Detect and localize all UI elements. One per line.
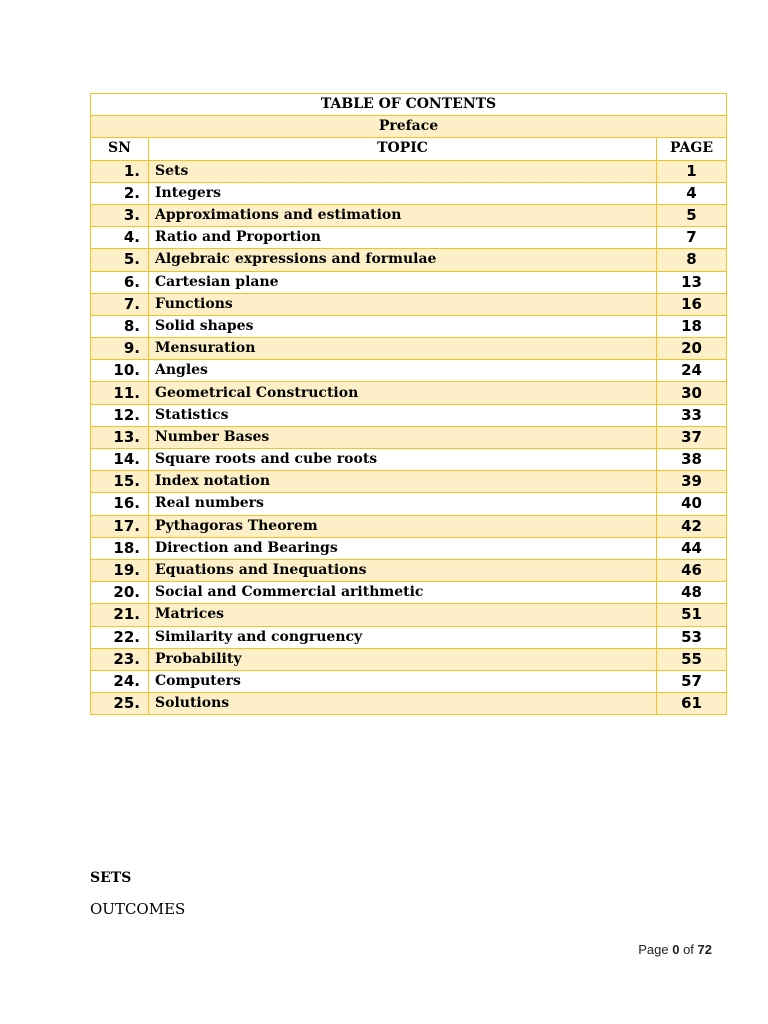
section-heading: SETS xyxy=(90,870,132,886)
table-row xyxy=(91,582,727,604)
table-row xyxy=(91,648,727,670)
table-row xyxy=(91,293,727,315)
row-topic: Cartesian plane xyxy=(149,271,657,293)
row-page: 37 xyxy=(657,426,727,448)
row-topic: Algebraic expressions and formulae xyxy=(149,249,657,271)
table-row xyxy=(91,670,727,692)
row-page: 30 xyxy=(657,382,727,404)
row-sn: 22. xyxy=(91,626,149,648)
row-topic: Mensuration xyxy=(149,338,657,360)
row-page: 38 xyxy=(657,449,727,471)
row-sn: 4. xyxy=(91,227,149,249)
row-sn: 3. xyxy=(91,204,149,226)
row-topic: Angles xyxy=(149,360,657,382)
header-sn: SN xyxy=(91,138,149,160)
table-row xyxy=(91,604,727,626)
table-row xyxy=(91,360,727,382)
row-topic: Geometrical Construction xyxy=(149,382,657,404)
row-sn: 17. xyxy=(91,515,149,537)
table-row xyxy=(91,559,727,581)
table-row xyxy=(91,315,727,337)
row-topic: Real numbers xyxy=(149,493,657,515)
row-sn: 13. xyxy=(91,426,149,448)
row-page: 48 xyxy=(657,582,727,604)
row-sn: 2. xyxy=(91,182,149,204)
row-sn: 20. xyxy=(91,582,149,604)
row-sn: 9. xyxy=(91,338,149,360)
toc-preface-row xyxy=(91,116,727,138)
row-topic: Index notation xyxy=(149,471,657,493)
row-sn: 18. xyxy=(91,537,149,559)
table-row xyxy=(91,338,727,360)
row-sn: 16. xyxy=(91,493,149,515)
row-sn: 15. xyxy=(91,471,149,493)
table-row xyxy=(91,449,727,471)
table-row xyxy=(91,515,727,537)
page-footer xyxy=(638,942,712,957)
toc-title-row xyxy=(91,94,727,116)
row-sn: 14. xyxy=(91,449,149,471)
row-page: 13 xyxy=(657,271,727,293)
row-page: 61 xyxy=(657,693,727,715)
row-sn: 11. xyxy=(91,382,149,404)
row-sn: 6. xyxy=(91,271,149,293)
row-sn: 21. xyxy=(91,604,149,626)
footer-current-page: 0 xyxy=(672,942,680,957)
footer-total-pages: 72 xyxy=(697,942,712,957)
toc-header-row xyxy=(91,138,727,160)
row-topic: Pythagoras Theorem xyxy=(149,515,657,537)
table-row xyxy=(91,160,727,182)
row-page: 18 xyxy=(657,315,727,337)
row-page: 44 xyxy=(657,537,727,559)
table-row xyxy=(91,182,727,204)
row-topic: Integers xyxy=(149,182,657,204)
row-sn: 12. xyxy=(91,404,149,426)
row-page: 20 xyxy=(657,338,727,360)
header-topic: TOPIC xyxy=(149,138,657,160)
table-row xyxy=(91,204,727,226)
table-of-contents xyxy=(90,93,727,715)
row-topic: Social and Commercial arithmetic xyxy=(149,582,657,604)
toc-title: TABLE OF CONTENTS xyxy=(91,94,727,116)
row-topic: Similarity and congruency xyxy=(149,626,657,648)
table-row xyxy=(91,249,727,271)
table-row xyxy=(91,493,727,515)
row-sn: 7. xyxy=(91,293,149,315)
row-topic: Matrices xyxy=(149,604,657,626)
row-page: 8 xyxy=(657,249,727,271)
row-page: 24 xyxy=(657,360,727,382)
row-page: 33 xyxy=(657,404,727,426)
row-page: 51 xyxy=(657,604,727,626)
row-topic: Number Bases xyxy=(149,426,657,448)
table-row xyxy=(91,626,727,648)
row-page: 55 xyxy=(657,648,727,670)
footer-of-word: of xyxy=(683,942,694,957)
row-page: 40 xyxy=(657,493,727,515)
table-row xyxy=(91,693,727,715)
row-page: 57 xyxy=(657,670,727,692)
row-topic: Solid shapes xyxy=(149,315,657,337)
row-topic: Direction and Bearings xyxy=(149,537,657,559)
toc-preface: Preface xyxy=(91,116,727,138)
footer-page-word: Page xyxy=(638,942,669,957)
row-sn: 10. xyxy=(91,360,149,382)
section-subheading: OUTCOMES xyxy=(90,900,186,918)
row-sn: 5. xyxy=(91,249,149,271)
row-topic: Square roots and cube roots xyxy=(149,449,657,471)
table-row xyxy=(91,271,727,293)
row-sn: 19. xyxy=(91,559,149,581)
row-page: 7 xyxy=(657,227,727,249)
row-page: 42 xyxy=(657,515,727,537)
row-sn: 25. xyxy=(91,693,149,715)
row-topic: Solutions xyxy=(149,693,657,715)
row-topic: Functions xyxy=(149,293,657,315)
row-topic: Statistics xyxy=(149,404,657,426)
row-topic: Sets xyxy=(149,160,657,182)
row-page: 16 xyxy=(657,293,727,315)
row-page: 53 xyxy=(657,626,727,648)
table-row xyxy=(91,471,727,493)
row-sn: 1. xyxy=(91,160,149,182)
table-row xyxy=(91,227,727,249)
row-page: 46 xyxy=(657,559,727,581)
row-sn: 8. xyxy=(91,315,149,337)
row-page: 39 xyxy=(657,471,727,493)
row-topic: Approximations and estimation xyxy=(149,204,657,226)
row-page: 5 xyxy=(657,204,727,226)
table-row xyxy=(91,537,727,559)
table-row xyxy=(91,426,727,448)
row-sn: 23. xyxy=(91,648,149,670)
row-sn: 24. xyxy=(91,670,149,692)
row-topic: Ratio and Proportion xyxy=(149,227,657,249)
row-topic: Equations and Inequations xyxy=(149,559,657,581)
row-page: 4 xyxy=(657,182,727,204)
header-page: PAGE xyxy=(657,138,727,160)
row-page: 1 xyxy=(657,160,727,182)
row-topic: Probability xyxy=(149,648,657,670)
table-row xyxy=(91,382,727,404)
table-row xyxy=(91,404,727,426)
row-topic: Computers xyxy=(149,670,657,692)
